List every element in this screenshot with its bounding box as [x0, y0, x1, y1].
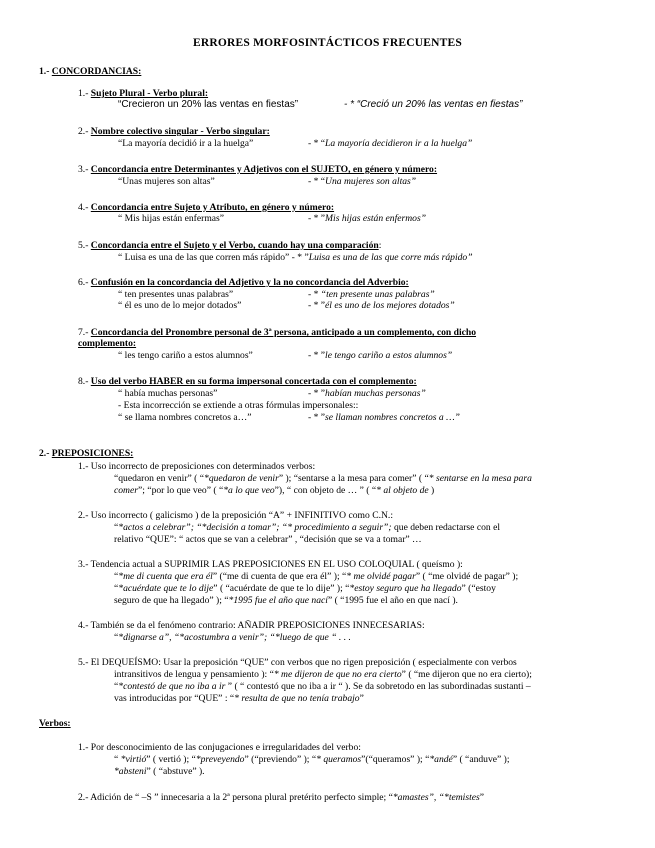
item-line: comer”; “por lo que veo” ( “*a lo que veo”), “ con objeto de … ” ( “* al objeto de )	[114, 485, 435, 496]
item-line: 2.- Uso incorrecto ( galicismo ) de la preposición “A” + INFINITIVO como C.N.:	[78, 510, 393, 521]
example-wrong: - * “ten presente unas palabras”	[308, 289, 435, 300]
item-line: 3.- Tendencia actual a SUPRIMIR LAS PREPOSICIONES EN EL USO COLOQUIAL ( queísmo ):	[78, 559, 463, 570]
item-title: 6.- Confusión en la concordancia del Adjetivo y la no concordancia del Adverbio:	[78, 277, 409, 288]
section-heading-concordancias: 1.- CONCORDANCIAS:	[39, 66, 142, 77]
section-heading-verbos: Verbos:	[39, 718, 71, 729]
item-title: 2.- Nombre colectivo singular - Verbo singular:	[78, 126, 270, 137]
item-line: 5.- El DEQUEÍSMO: Usar la preposición “QUE” con verbos que no rigen preposición ( especialmente con verbos	[78, 657, 517, 668]
item-line: vas introducidas por “QUE” : “* resulta de que no tenía trabajo”	[114, 693, 364, 704]
item-line: 1.- Por desconocimiento de las conjugaciones e irregularidades del verbo:	[78, 742, 361, 753]
item-line: intransitivos de lengua y pensamiento ): “* me dijeron de que no era cierto” ( “me dijeron que no era cierto);	[114, 669, 532, 680]
item-title: 8.- Uso del verbo HABER en su forma impersonal concertada con el complemento:	[78, 376, 417, 387]
item-line: “ *virtió” ( vertió ); “*preveyendo” (“previendo” ); “* queramos”(“queramos” ); “*andé” ( “anduve” );	[114, 754, 510, 765]
item-line: seguro de que ha llegado” ); “*1995 fue el año que nací” ( “1995 fue el año en que nací ).	[114, 595, 458, 606]
section-heading-preposiciones: 2.- PREPOSICIONES:	[39, 448, 134, 459]
example-correct: “Crecieron un 20% las ventas en fiestas”	[118, 99, 299, 110]
example-correct: “ Mis hijas están enfermas”	[118, 213, 225, 224]
item-line: 1.- Uso incorrecto de preposiciones con determinados verbos:	[78, 461, 316, 472]
item-line: “*contestó de que no iba a ir ” ( “ contestó que no iba a ir “ ). Se da sobretodo en las subordinadas sustanti –	[114, 681, 531, 692]
item-title: 3.- Concordancia entre Determinantes y Adjetivos con el SUJETO, en género y número:	[78, 164, 438, 175]
item-title: 5.- Concordancia entre el Sujeto y el Verbo, cuando hay una comparación:	[78, 240, 382, 251]
item-line: 2.- Adición de “ –S ” innecesaria a la 2ª persona plural pretérito perfecto simple; “*amastes”, “*temistes”	[78, 792, 485, 803]
example-correct: “ él es uno de lo mejor dotados”	[118, 300, 242, 311]
item-title: 1.- Sujeto Plural - Verbo plural:	[78, 88, 209, 99]
example-correct: “La mayoría decidió ir a la huelga”	[118, 138, 254, 149]
example-correct: “Unas mujeres son altas”	[118, 176, 215, 187]
item-line: “quedaron en venir” ( “*quedaron de venir” ); “sentarse a la mesa para comer” ( “* sentarse en la mesa para	[114, 473, 532, 484]
item-line: “*actos a celebrar”; “*decisión a tomar”; “* procedimiento a seguir”; que deben redactarse con el	[114, 522, 500, 533]
example-wrong: - * “Una mujeres son altas”	[308, 176, 417, 187]
example-wrong: - * ”habían muchas personas”	[308, 388, 426, 399]
example-wrong: - * “Creció un 20% las ventas en fiestas”	[344, 99, 523, 110]
item-line: “*me di cuenta que era él” (“me di cuenta de que era él” ); “* me olvidé pagar” ( “me olvidé de pagar” );	[114, 571, 519, 582]
item-title: 7.- Concordancia del Pronombre personal de 3ª persona, anticipado a un complemento, con dicho	[78, 327, 477, 338]
example-correct: “ se llama nombres concretos a…”	[118, 412, 252, 423]
example-correct: “ había muchas personas”	[118, 388, 218, 399]
item-line: relativo “QUE”: “ actos que se van a celebrar” , “decisión que se va a tomar” …	[114, 534, 422, 545]
item-title: 4.- Concordancia entre Sujeto y Atributo, en género y número:	[78, 202, 335, 213]
item-title-continued: complemento:	[78, 338, 137, 349]
example-wrong: - * “La mayoría decidieron ir a la huelga”	[308, 138, 473, 149]
example-wrong: - * ”Mis hijas están enfermos”	[308, 213, 427, 224]
page-title: ERRORES MORFOSINTÁCTICOS FRECUENTES	[193, 37, 462, 49]
example-pair: “ Luisa es una de las que corren más rápido” - * ”Luisa es una de las que corre más rápido”	[118, 252, 473, 263]
item-line: 4.- También se da el fenómeno contrario: AÑADIR PREPOSICIONES INNECESARIAS:	[78, 620, 425, 631]
example-correct: “ les tengo cariño a estos alumnos”	[118, 350, 253, 361]
item-line: “*acuérdate que te lo dije” ( “acuérdate de que te lo dije” ); “*estoy seguro que ha llegado” (“estoy	[114, 583, 496, 594]
example-wrong: - * ”él es uno de los mejores dotados”	[308, 300, 455, 311]
example-wrong: - * ”se llaman nombres concretos a …”	[308, 412, 460, 423]
item-line: *absteni” ( “abstuve” ).	[114, 766, 205, 777]
example-correct: “ ten presentes unas palabras”	[118, 289, 234, 300]
example-wrong: - * ”le tengo cariño a estos alumnos”	[308, 350, 453, 361]
item-note: - Esta incorrección se extiende a otras fórmulas impersonales::	[118, 400, 359, 411]
item-line: “*dignarse a”, “*acostumbra a venir”; “*luego de que “ . . .	[114, 632, 351, 643]
